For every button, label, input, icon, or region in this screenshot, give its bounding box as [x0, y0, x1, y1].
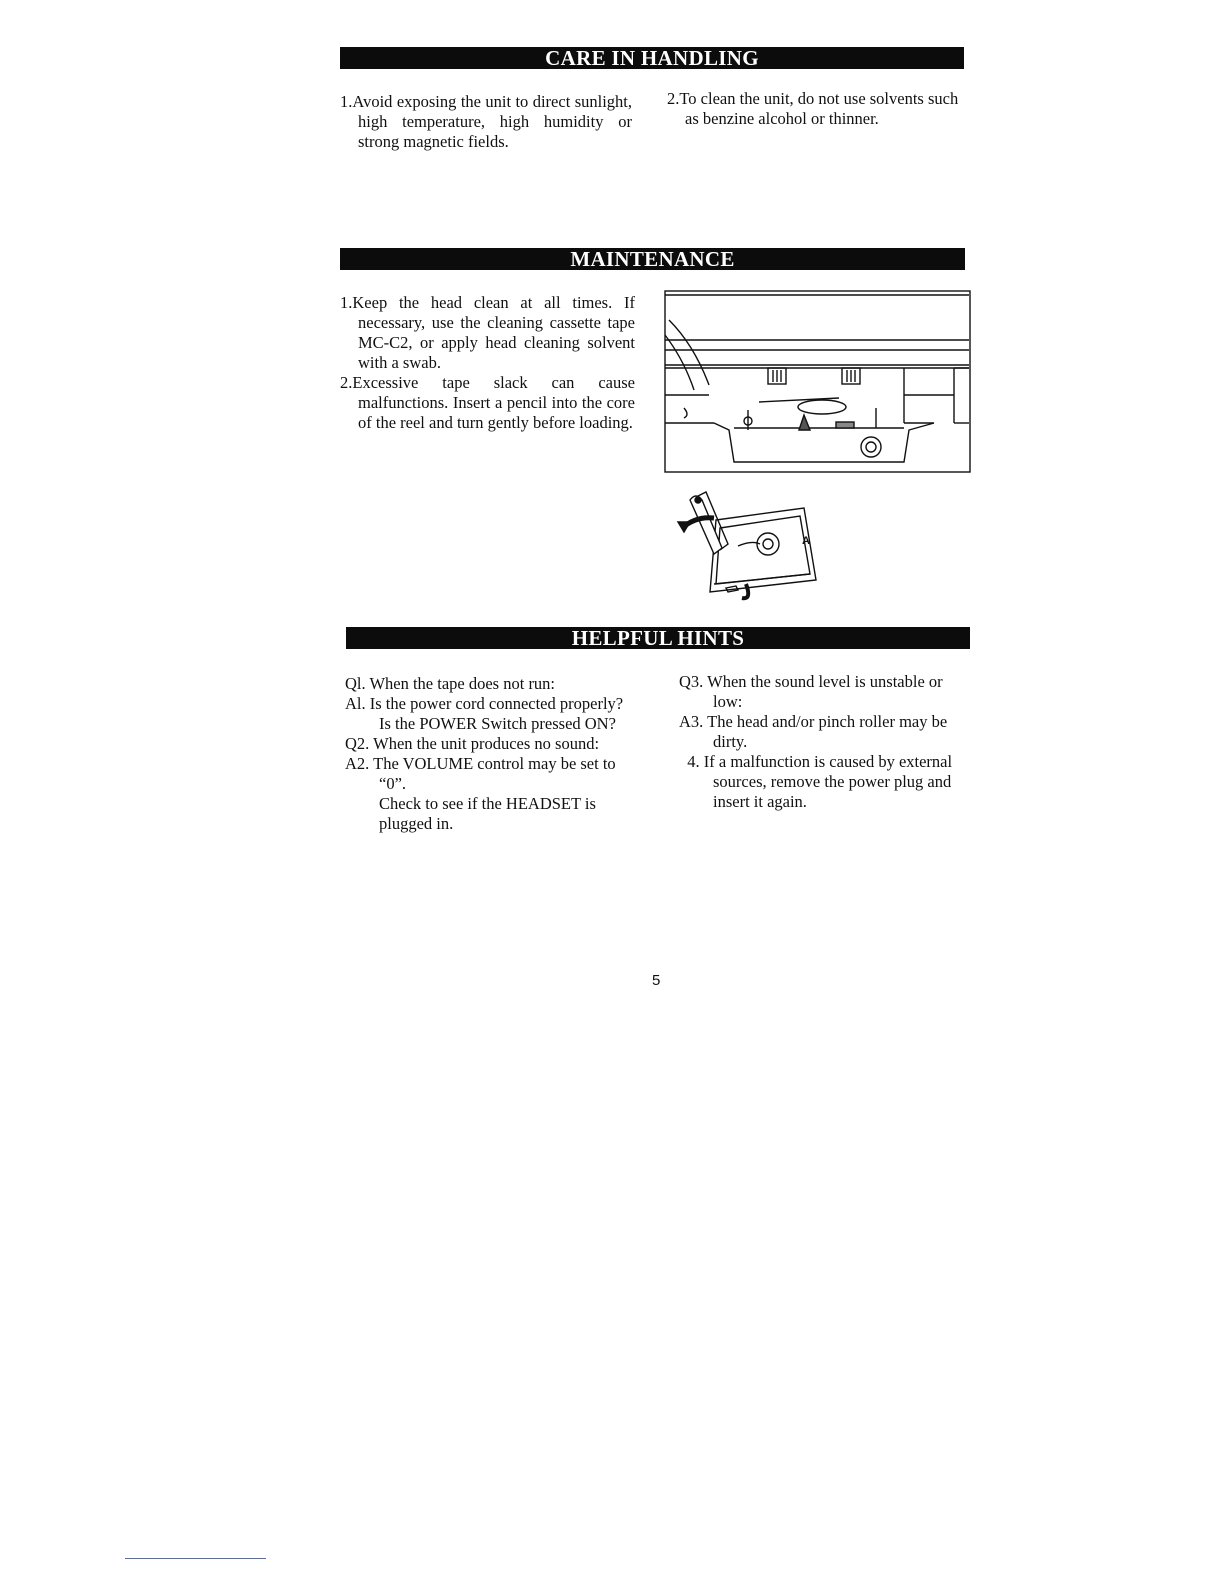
hint-a2-sub: Check to see if the HEADSET is plugged in.	[379, 794, 596, 833]
head-cleaning-illustration	[664, 290, 972, 474]
maintenance-heading: MAINTENANCE	[340, 248, 965, 270]
care-item-1	[340, 92, 632, 152]
hints-left-column	[345, 674, 640, 834]
hints-right-column	[679, 672, 969, 812]
page-number: 5	[652, 972, 661, 989]
hint-a3: A3. The head and/or pinch roller may be dirty.	[679, 712, 948, 751]
hint-q1: Ql. When the tape does not run:	[345, 674, 556, 693]
hint-a1-sub: Is the POWER Switch pressed ON?	[379, 714, 616, 733]
footer-line	[125, 1558, 266, 1559]
care-in-handling-heading: CARE IN HANDLING	[340, 47, 964, 69]
maintenance-item-2: 2.Excessive tape slack can cause malfunctions. Insert a pencil into the core of the reel and turn gently before loading.	[340, 373, 635, 432]
helpful-hints-heading: HELPFUL HINTS	[346, 627, 970, 649]
care-item-1-text: 1.Avoid exposing the unit to direct sunlight, high temperature, high humidity or strong magnetic fields.	[340, 92, 632, 151]
care-item-2-text: 2.To clean the unit, do not use solvents such as benzine alcohol or thinner.	[667, 89, 959, 128]
hint-q3: Q3. When the sound level is unstable or low:	[679, 672, 943, 711]
maintenance-text-column	[340, 293, 635, 433]
figure-label-a: A	[802, 535, 810, 547]
hint-4: 4. If a malfunction is caused by external sources, remove the power plug and insert it again.	[679, 752, 957, 811]
pencil-cassette-illustration	[676, 488, 822, 606]
hint-a2: A2. The VOLUME control may be set to “0”.	[345, 754, 616, 793]
care-item-2	[667, 89, 963, 129]
hint-q2: Q2. When the unit produces no sound:	[345, 734, 600, 753]
hint-a1: Al. Is the power cord connected properly?	[345, 694, 624, 713]
maintenance-item-1: 1.Keep the head clean at all times. If necessary, use the cleaning cassette tape MC-C2, or apply head cleaning solvent with a swab.	[340, 293, 635, 372]
